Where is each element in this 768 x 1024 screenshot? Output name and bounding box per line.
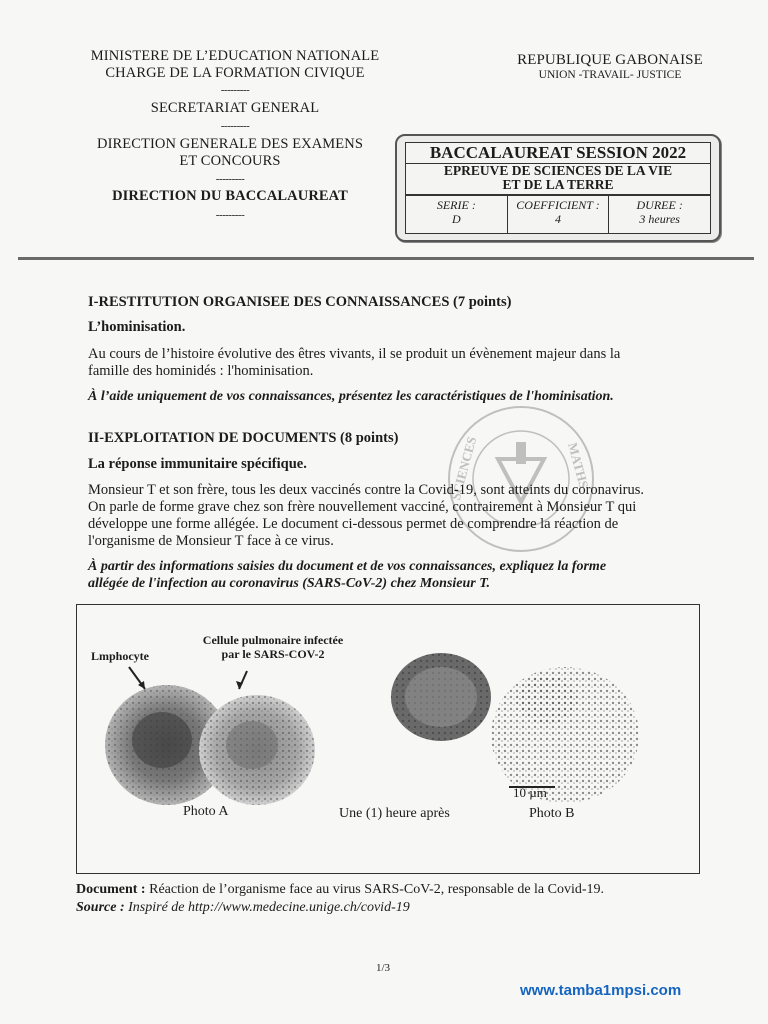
- page-number: 1/3: [376, 962, 391, 974]
- header-separator: ---------: [215, 173, 245, 185]
- serie-value: D: [452, 212, 461, 226]
- exam-subject-line-1: EPREUVE DE SCIENCES DE LA VIE: [443, 163, 673, 178]
- section-2-instruction-line-2: allégée de l'infection au coronavirus (SARS-CoV-2) chez Monsieur T.: [88, 576, 491, 591]
- ministry-line-2: CHARGE DE LA FORMATION CIVIQUE: [105, 65, 365, 81]
- time-after-label: Une (1) heure après: [339, 806, 450, 821]
- section-2-text-line-1: Monsieur T et son frère, tous les deux vaccinés contre la Covid-19, sont atteints du coronavirus.: [88, 482, 644, 498]
- micrograph-illustration: [77, 605, 699, 873]
- header-separator: ---------: [220, 120, 250, 132]
- exam-info-box: [395, 134, 721, 242]
- label-infected-cell-line-2: par le SARS-COV-2: [221, 647, 325, 661]
- document-caption-text: Réaction de l’organisme face au virus SARS-CoV-2, responsable de la Covid-19.: [149, 882, 605, 897]
- watermark-right-text: MATHS: [565, 440, 592, 490]
- photo-b-image: [391, 653, 639, 803]
- section-2-text-line-3: développe une forme allégée. Le document ci-dessous permet de comprendre la réaction de: [88, 516, 619, 532]
- section-1-text-line-1: Au cours de l’histoire évolutive des êtres vivants, il se produit un évènement majeur dans la: [88, 346, 621, 362]
- exam-subject: [405, 163, 711, 195]
- serie-label: SERIE :: [436, 198, 476, 212]
- direction-exams-line-2: ET CONCOURS: [179, 153, 281, 169]
- footer-website-link[interactable]: www.tamba1mpsi.com: [520, 982, 682, 999]
- section-2-text-line-4: l'organisme de Monsieur T face à ce virus.: [88, 533, 334, 549]
- duree-cell: [609, 196, 710, 233]
- exam-session-title: BACCALAUREAT SESSION 2022: [405, 142, 711, 164]
- watermark-left-text: SCIENCES: [447, 435, 480, 502]
- exam-details-table: [405, 195, 711, 234]
- secretariat-general: SECRETARIAT GENERAL: [150, 100, 320, 116]
- header-separator: ---------: [215, 209, 245, 221]
- header-divider: [18, 257, 754, 260]
- direction-bac: DIRECTION DU BACCALAUREAT: [112, 188, 348, 204]
- label-lymphocyte: Lmphocyte: [91, 649, 149, 663]
- section-1-instruction: À l’aide uniquement de vos connaissances, présentez les caractéristiques de l'hominisation.: [88, 389, 614, 404]
- scale-bar-label: 10 µm: [513, 785, 547, 800]
- document-caption: [76, 882, 604, 898]
- section-2-text: [88, 482, 706, 550]
- section-1-title: I-RESTITUTION ORGANISEE DES CONNAISSANCES (7 points): [88, 294, 512, 310]
- coefficient-cell: [508, 196, 610, 233]
- coefficient-value: 4: [555, 212, 561, 226]
- section-2-instruction: [88, 558, 708, 592]
- duree-label: DUREE :: [636, 198, 683, 212]
- republic-title: REPUBLIQUE GABONAISE: [517, 52, 703, 68]
- photo-a-image: [105, 667, 315, 805]
- coefficient-label: COEFFICIENT :: [516, 198, 600, 212]
- label-infected-cell: [193, 633, 353, 661]
- section-1-text-line-2: famille des hominidés : l'hominisation.: [88, 363, 314, 379]
- document-figure: [76, 604, 700, 874]
- direction-exams-line-1: DIRECTION GENERALE DES EXAMENS: [97, 136, 363, 152]
- label-infected-cell-line-1: Cellule pulmonaire infectée: [202, 633, 344, 647]
- document-source: [76, 900, 410, 916]
- republic-motto: UNION -TRAVAIL- JUSTICE: [538, 69, 682, 81]
- duree-value: 3 heures: [639, 212, 680, 226]
- header-separator: ---------: [220, 84, 250, 96]
- document-caption-label: Document :: [76, 882, 146, 897]
- serie-cell: [406, 196, 508, 233]
- document-source-text: Inspiré de http://www.medecine.unige.ch/covid-19: [128, 900, 410, 915]
- section-2-title: II-EXPLOITATION DE DOCUMENTS (8 points): [88, 430, 399, 446]
- section-2-text-line-2: On parle de forme grave chez son frère nouvellement vacciné, contrairement à Monsieur T qui: [88, 499, 637, 515]
- ministry-line-1: MINISTERE DE L’EDUCATION NATIONALE: [90, 48, 380, 64]
- exam-subject-line-2: ET DE LA TERRE: [502, 177, 614, 192]
- section-2-instruction-line-1: À partir des informations saisies du document et de vos connaissances, expliquez la forme: [88, 559, 607, 574]
- section-1-text: [88, 346, 706, 380]
- photo-a-label: Photo A: [183, 804, 229, 819]
- section-2-subtitle: La réponse immunitaire spécifique.: [88, 456, 307, 472]
- photo-b-label: Photo B: [529, 806, 575, 821]
- document-source-label: Source :: [76, 900, 125, 915]
- section-1-subtitle: L’hominisation.: [88, 319, 186, 335]
